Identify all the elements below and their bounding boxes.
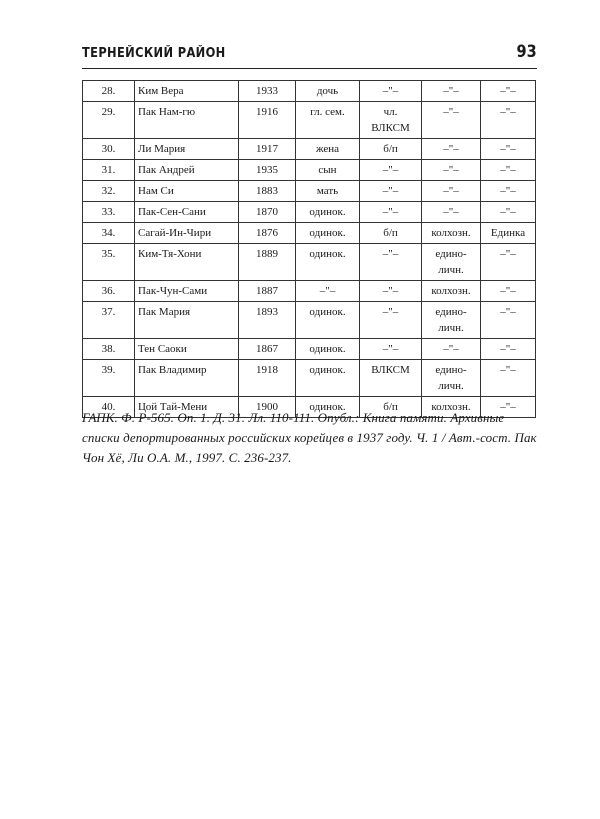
cell-row-number: 36.	[83, 281, 135, 302]
cell-person-name: Пак-Чун-Сами	[135, 281, 239, 302]
cell-birth-year: 1917	[239, 139, 296, 160]
cell-row-number: 35.	[83, 244, 135, 281]
cell-row-number: 34.	[83, 223, 135, 244]
cell-family-role: жена	[296, 139, 360, 160]
cell-party-affiliation: б/п	[360, 223, 422, 244]
cell-note: –"–	[481, 339, 536, 360]
cell-row-number: 32.	[83, 181, 135, 202]
cell-note: –"–	[481, 160, 536, 181]
cell-party-affiliation: –"–	[360, 160, 422, 181]
cell-party-affiliation: ВЛКСМ	[360, 360, 422, 397]
table-row	[83, 202, 536, 223]
table-row	[83, 81, 536, 102]
cell-row-number: 31.	[83, 160, 135, 181]
cell-birth-year: 1889	[239, 244, 296, 281]
table-row	[83, 244, 536, 281]
cell-note: –"–	[481, 81, 536, 102]
cell-person-name: Пак Андрей	[135, 160, 239, 181]
cell-person-name: Цой Тай-Мени	[135, 397, 239, 418]
cell-party-affiliation: –"–	[360, 302, 422, 339]
table-row	[83, 281, 536, 302]
cell-person-name: Ким Вера	[135, 81, 239, 102]
cell-birth-year: 1893	[239, 302, 296, 339]
cell-family-role: –"–	[296, 281, 360, 302]
cell-birth-year: 1916	[239, 102, 296, 139]
cell-birth-year: 1883	[239, 181, 296, 202]
cell-party-affiliation: –"–	[360, 202, 422, 223]
cell-person-name: Пак Мария	[135, 302, 239, 339]
cell-birth-year: 1870	[239, 202, 296, 223]
page-number: 93	[516, 42, 537, 62]
cell-party-affiliation: –"–	[360, 181, 422, 202]
table-row	[83, 102, 536, 139]
cell-family-role: гл. сем.	[296, 102, 360, 139]
cell-family-role: одинок.	[296, 360, 360, 397]
header-title: ТЕРНЕЙСКИЙ РАЙОН	[82, 46, 226, 61]
table-row	[83, 360, 536, 397]
cell-occupation: –"–	[422, 339, 481, 360]
cell-row-number: 29.	[83, 102, 135, 139]
cell-row-number: 30.	[83, 139, 135, 160]
deportation-list-table	[82, 80, 536, 418]
cell-occupation: едино- личн.	[422, 360, 481, 397]
cell-family-role: одинок.	[296, 302, 360, 339]
cell-row-number: 38.	[83, 339, 135, 360]
cell-note: –"–	[481, 244, 536, 281]
cell-person-name: Ким-Тя-Хони	[135, 244, 239, 281]
cell-occupation: колхозн.	[422, 281, 481, 302]
cell-person-name: Сагай-Ин-Чири	[135, 223, 239, 244]
cell-note: –"–	[481, 397, 536, 418]
cell-party-affiliation: б/п	[360, 397, 422, 418]
cell-family-role: одинок.	[296, 244, 360, 281]
cell-note: Единка	[481, 223, 536, 244]
cell-row-number: 28.	[83, 81, 135, 102]
cell-occupation: едино- личн.	[422, 302, 481, 339]
cell-birth-year: 1918	[239, 360, 296, 397]
cell-family-role: одинок.	[296, 339, 360, 360]
cell-party-affiliation: –"–	[360, 81, 422, 102]
cell-occupation: –"–	[422, 81, 481, 102]
cell-occupation: –"–	[422, 160, 481, 181]
cell-family-role: дочь	[296, 81, 360, 102]
cell-family-role: одинок.	[296, 202, 360, 223]
cell-person-name: Пак Владимир	[135, 360, 239, 397]
cell-occupation: –"–	[422, 202, 481, 223]
cell-note: –"–	[481, 102, 536, 139]
cell-occupation: колхозн.	[422, 397, 481, 418]
cell-birth-year: 1900	[239, 397, 296, 418]
cell-occupation: колхозн.	[422, 223, 481, 244]
cell-birth-year: 1935	[239, 160, 296, 181]
cell-occupation: едино- личн.	[422, 244, 481, 281]
table-row	[83, 302, 536, 339]
source-citation: ГАПК. Ф. Р-565. Оп. 1. Д. 31. Лл. 110-111. Опубл.: Книга памяти. Архивные списки депортированных российских корейцев в 1937 году. Ч. 1 / Авт.-сост. Пак Чон Хё, Ли О.А. М., 1997. С. 236-237.	[82, 410, 537, 465]
cell-person-name: Тен Саоки	[135, 339, 239, 360]
cell-note: –"–	[481, 181, 536, 202]
cell-party-affiliation: –"–	[360, 244, 422, 281]
table-body	[83, 81, 536, 418]
cell-party-affiliation: чл. ВЛКСМ	[360, 102, 422, 139]
cell-note: –"–	[481, 139, 536, 160]
table-row	[83, 339, 536, 360]
table-row	[83, 181, 536, 202]
cell-party-affiliation: –"–	[360, 339, 422, 360]
cell-row-number: 39.	[83, 360, 135, 397]
cell-person-name: Пак-Сен-Сани	[135, 202, 239, 223]
cell-row-number: 37.	[83, 302, 135, 339]
cell-person-name: Пак Нам-гю	[135, 102, 239, 139]
cell-family-role: одинок.	[296, 223, 360, 244]
cell-note: –"–	[481, 360, 536, 397]
cell-occupation: –"–	[422, 139, 481, 160]
cell-occupation: –"–	[422, 102, 481, 139]
cell-family-role: мать	[296, 181, 360, 202]
cell-person-name: Ли Мария	[135, 139, 239, 160]
cell-person-name: Нам Си	[135, 181, 239, 202]
cell-occupation: –"–	[422, 181, 481, 202]
cell-party-affiliation: б/п	[360, 139, 422, 160]
cell-row-number: 40.	[83, 397, 135, 418]
cell-row-number: 33.	[83, 202, 135, 223]
cell-birth-year: 1867	[239, 339, 296, 360]
table-row	[83, 160, 536, 181]
table-row	[83, 223, 536, 244]
cell-birth-year: 1876	[239, 223, 296, 244]
cell-birth-year: 1887	[239, 281, 296, 302]
cell-note: –"–	[481, 202, 536, 223]
cell-party-affiliation: –"–	[360, 281, 422, 302]
cell-family-role: одинок.	[296, 397, 360, 418]
cell-birth-year: 1933	[239, 81, 296, 102]
running-header	[82, 44, 537, 69]
table-row	[83, 139, 536, 160]
cell-family-role: сын	[296, 160, 360, 181]
cell-note: –"–	[481, 281, 536, 302]
cell-note: –"–	[481, 302, 536, 339]
